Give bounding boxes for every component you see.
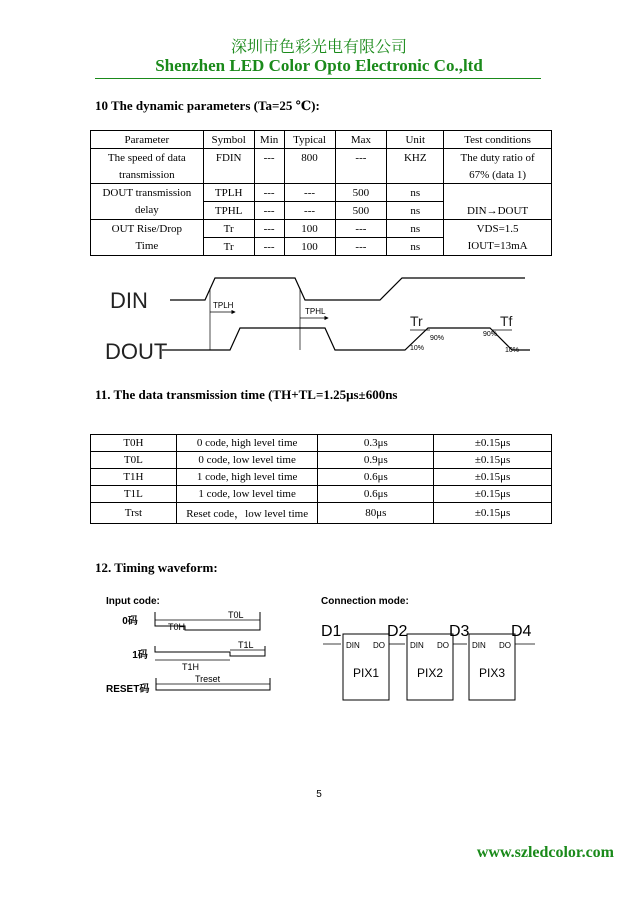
pix3-do-label: DO (499, 641, 511, 650)
table-row (91, 184, 552, 202)
table-cell: TPHL (203, 202, 254, 220)
pix1-din-label: DIN (346, 641, 360, 650)
table-cell: The duty ratio of (444, 149, 552, 167)
table-cell (335, 166, 387, 184)
table-cell: 500 (335, 184, 387, 202)
table-cell: OUT Rise/Drop (91, 220, 204, 238)
table-cell: T0H (91, 435, 177, 452)
din-label: DIN (110, 288, 148, 313)
tr-90-label: 90% (430, 335, 445, 342)
tf-90-label: 90% (483, 331, 498, 338)
table-cell: ±0.15μs (434, 486, 552, 503)
table-cell: --- (254, 149, 284, 167)
table-cell (284, 166, 335, 184)
table-cell: 1 code, low level time (176, 486, 318, 503)
t1h-label: T1H (182, 662, 200, 672)
tplh-label: TPLH (213, 301, 234, 310)
header-cell: Parameter (91, 131, 204, 149)
table-cell: --- (254, 184, 284, 202)
table-row (91, 486, 552, 503)
section-12-title: 12. Timing waveform: (95, 560, 218, 575)
code1-label: 1码 (132, 650, 148, 661)
t1l-label: T1L (238, 640, 254, 650)
table-row (91, 166, 552, 184)
table-cell (203, 166, 254, 184)
table-cell: 0.6μs (318, 486, 434, 503)
pix2-din-label: DIN (410, 641, 424, 650)
connection-mode-label: Connection mode: (321, 596, 409, 607)
table-cell: FDIN (203, 149, 254, 167)
pix1-label: PIX1 (352, 666, 380, 680)
table-cell: --- (254, 220, 284, 238)
table-cell: T1H (91, 469, 177, 486)
table-cell: 500 (335, 202, 387, 220)
table-cell: 100 (284, 220, 335, 238)
table-row (91, 435, 552, 452)
table-cell: --- (254, 202, 284, 220)
page-number: 5 (316, 789, 322, 800)
table-cell: Reset code，low level time (176, 503, 318, 524)
table-row (91, 503, 552, 524)
table-cell: --- (284, 184, 335, 202)
section-10-title: 10 The dynamic parameters (Ta=25 ℃): (95, 98, 320, 113)
table-cell (387, 166, 444, 184)
table-cell: 1 code, high level time (176, 469, 318, 486)
table-cell: 0 code, low level time (176, 452, 318, 469)
table-cell: VDS=1.5 (444, 220, 552, 238)
table-cell: 100 (284, 238, 335, 256)
header-cell: Test conditions (444, 131, 552, 149)
pix3-label: PIX3 (478, 666, 506, 680)
table-cell (254, 166, 284, 184)
website-link[interactable]: www.szledcolor.com (476, 844, 614, 861)
tf-10-label: 10% (505, 347, 520, 354)
header-divider (95, 78, 541, 79)
table-cell: Time (91, 238, 204, 256)
dout-waveform (162, 328, 530, 350)
din-waveform (170, 278, 525, 300)
table-cell: 0.3μs (318, 435, 434, 452)
table-row (91, 149, 552, 167)
header-cell: Min (254, 131, 284, 149)
table-cell: ±0.15μs (434, 469, 552, 486)
table-cell: Tr (203, 238, 254, 256)
header-cell: Symbol (203, 131, 254, 149)
table-cell: ns (387, 238, 444, 256)
table-cell: Tr (203, 220, 254, 238)
company-name-en: Shenzhen LED Color Opto Electronic Co.,ltd (155, 56, 483, 75)
pix1-do-label: DO (373, 641, 385, 650)
header-cell: Unit (387, 131, 444, 149)
header-cell: Typical (284, 131, 335, 149)
table-cell: DOUT transmission (91, 184, 204, 202)
pix2-do-label: DO (437, 641, 449, 650)
table-cell: 800 (284, 149, 335, 167)
table-cell: 80μs (318, 503, 434, 524)
table-cell: ns (387, 220, 444, 238)
transmission-time-table (90, 434, 552, 524)
code0-label: 0码 (122, 616, 138, 627)
table-cell: ±0.15μs (434, 435, 552, 452)
d1-label: D1 (321, 623, 342, 640)
din-dout-timing-diagram (100, 268, 540, 370)
pix3-din-label: DIN (472, 641, 486, 650)
input-code-diagram (100, 590, 300, 700)
table-cell: KHZ (387, 149, 444, 167)
table-row (91, 238, 552, 256)
d3-label: D3 (449, 623, 470, 640)
table-row (91, 469, 552, 486)
table-cell: 67% (data 1) (444, 166, 552, 184)
header-cell: Max (335, 131, 387, 149)
treset-label: Treset (195, 674, 221, 684)
pix2-label: PIX2 (416, 666, 444, 680)
d2-label: D2 (387, 623, 408, 640)
table-cell: --- (335, 238, 387, 256)
dynamic-parameters-table (90, 130, 552, 256)
table-cell: --- (254, 238, 284, 256)
table-cell: 0 code, high level time (176, 435, 318, 452)
table-cell: TPLH (203, 184, 254, 202)
table-cell: T0L (91, 452, 177, 469)
table-cell: --- (335, 149, 387, 167)
tf-label: Tf (500, 313, 513, 329)
table-cell: transmission (91, 166, 204, 184)
table-row (91, 220, 552, 238)
table-cell: IOUT=13mA (444, 238, 552, 256)
table-cell: --- (335, 220, 387, 238)
t0h-label: T0H (168, 622, 186, 632)
t0l-label: T0L (228, 610, 244, 620)
connection-mode-diagram (315, 590, 545, 710)
table-row (91, 452, 552, 469)
table-cell: T1L (91, 486, 177, 503)
section-11-title: 11. The data transmission time (TH+TL=1.25μs±600ns (95, 387, 398, 402)
table-header-row (91, 131, 552, 149)
tr-10-label: 10% (410, 345, 425, 352)
table-cell: delay (91, 202, 204, 220)
dout-label: DOUT (105, 339, 168, 364)
reset-code-label: RESET码 (106, 684, 150, 695)
table-cell: The speed of data (91, 149, 204, 167)
tphl-label: TPHL (305, 307, 326, 316)
table-cell: ns (387, 202, 444, 220)
company-name-cn: 深圳市色彩光电有限公司 (230, 37, 407, 56)
input-code-label: Input code: (106, 596, 160, 607)
table-cell: ±0.15μs (434, 452, 552, 469)
table-cell: --- (284, 202, 335, 220)
table-cell: 0.9μs (318, 452, 434, 469)
table-cell: ±0.15μs (434, 503, 552, 524)
table-cell: Trst (91, 503, 177, 524)
table-cell: ns (387, 184, 444, 202)
table-cell: 0.6μs (318, 469, 434, 486)
d4-label: D4 (511, 623, 532, 640)
tr-label: Tr (410, 313, 423, 329)
table-cell: DIN→DOUT (444, 184, 552, 220)
